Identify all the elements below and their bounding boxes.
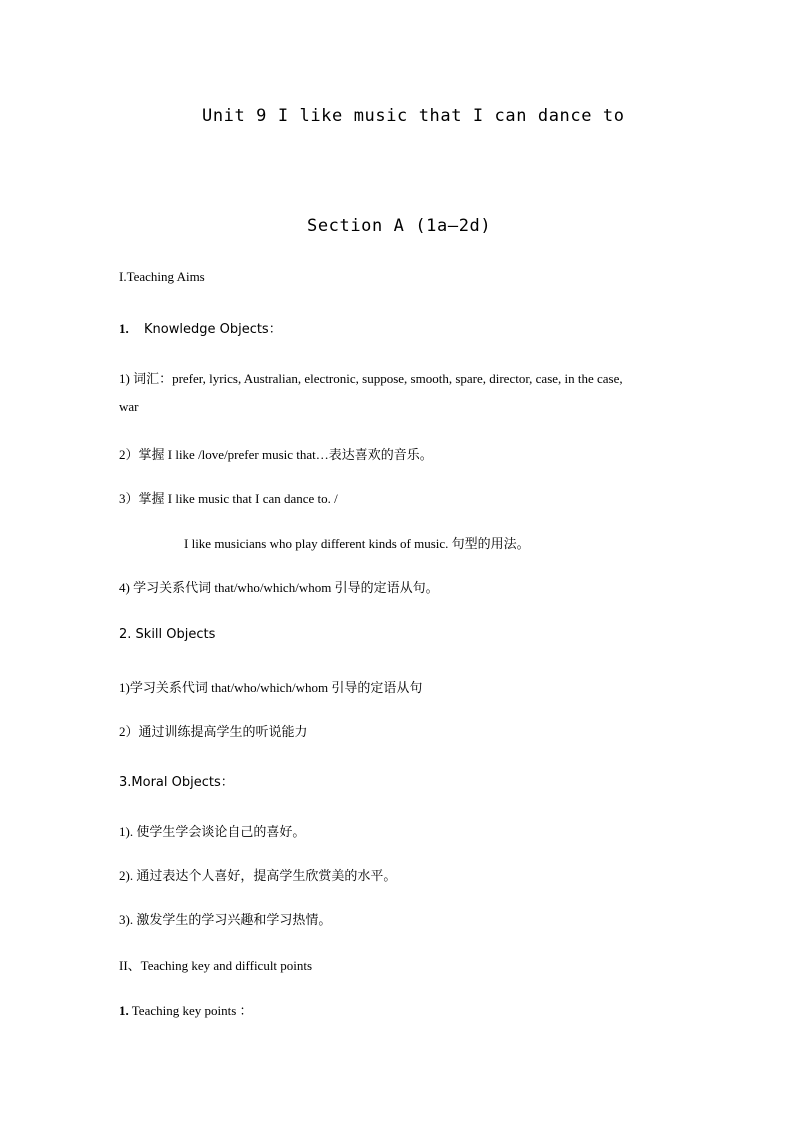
key-points-number: 1. <box>119 1003 129 1018</box>
moral-item-3: 3). 激发学生的学习兴趣和学习热情。 <box>119 912 332 927</box>
skill-item-2: 2）通过训练提高学生的听说能力 <box>119 724 308 739</box>
knowledge-objects-heading <box>119 318 282 337</box>
knowledge-item-1: 1) 词汇：prefer, lyrics, Australian, electronic, suppose, smooth, spare, director, case, in the case, <box>119 371 623 386</box>
moral-item-2: 2). 通过表达个人喜好，提高学生欣赏美的水平。 <box>119 868 397 883</box>
knowledge-item-2: 2）掌握 I like /love/prefer music that…表达喜欢的音乐。 <box>119 447 433 462</box>
knowledge-objects-label: Knowledge Objects： <box>144 322 282 337</box>
part2-heading: II、Teaching key and difficult points <box>119 958 313 973</box>
skill-objects-heading: 2. Skill Objects <box>119 627 216 642</box>
knowledge-item-1-continued: war <box>119 399 139 414</box>
knowledge-item-3-continued: I like musicians who play different kinds of music. 句型的用法。 <box>184 536 530 551</box>
skill-item-1: 1)学习关系代词 that/who/which/whom 引导的定语从句 <box>119 680 423 695</box>
key-points-heading <box>119 1000 253 1019</box>
part1-heading-text: I.Teaching Aims <box>119 269 205 284</box>
document-title: Unit 9 I like music that I can dance to <box>202 106 625 126</box>
part1-heading <box>119 269 205 285</box>
knowledge-objects-number: 1. <box>119 321 129 336</box>
key-points-label: Teaching key points ： <box>131 1003 253 1018</box>
knowledge-item-4: 4) 学习关系代词 that/who/which/whom 引导的定语从句。 <box>119 580 439 595</box>
moral-objects-heading: 3.Moral Objects： <box>119 775 234 790</box>
section-heading: Section A (1a—2d) <box>307 216 492 236</box>
knowledge-item-3: 3）掌握 I like music that I can dance to. / <box>119 491 338 506</box>
moral-item-1: 1). 使学生学会谈论自己的喜好。 <box>119 824 306 839</box>
